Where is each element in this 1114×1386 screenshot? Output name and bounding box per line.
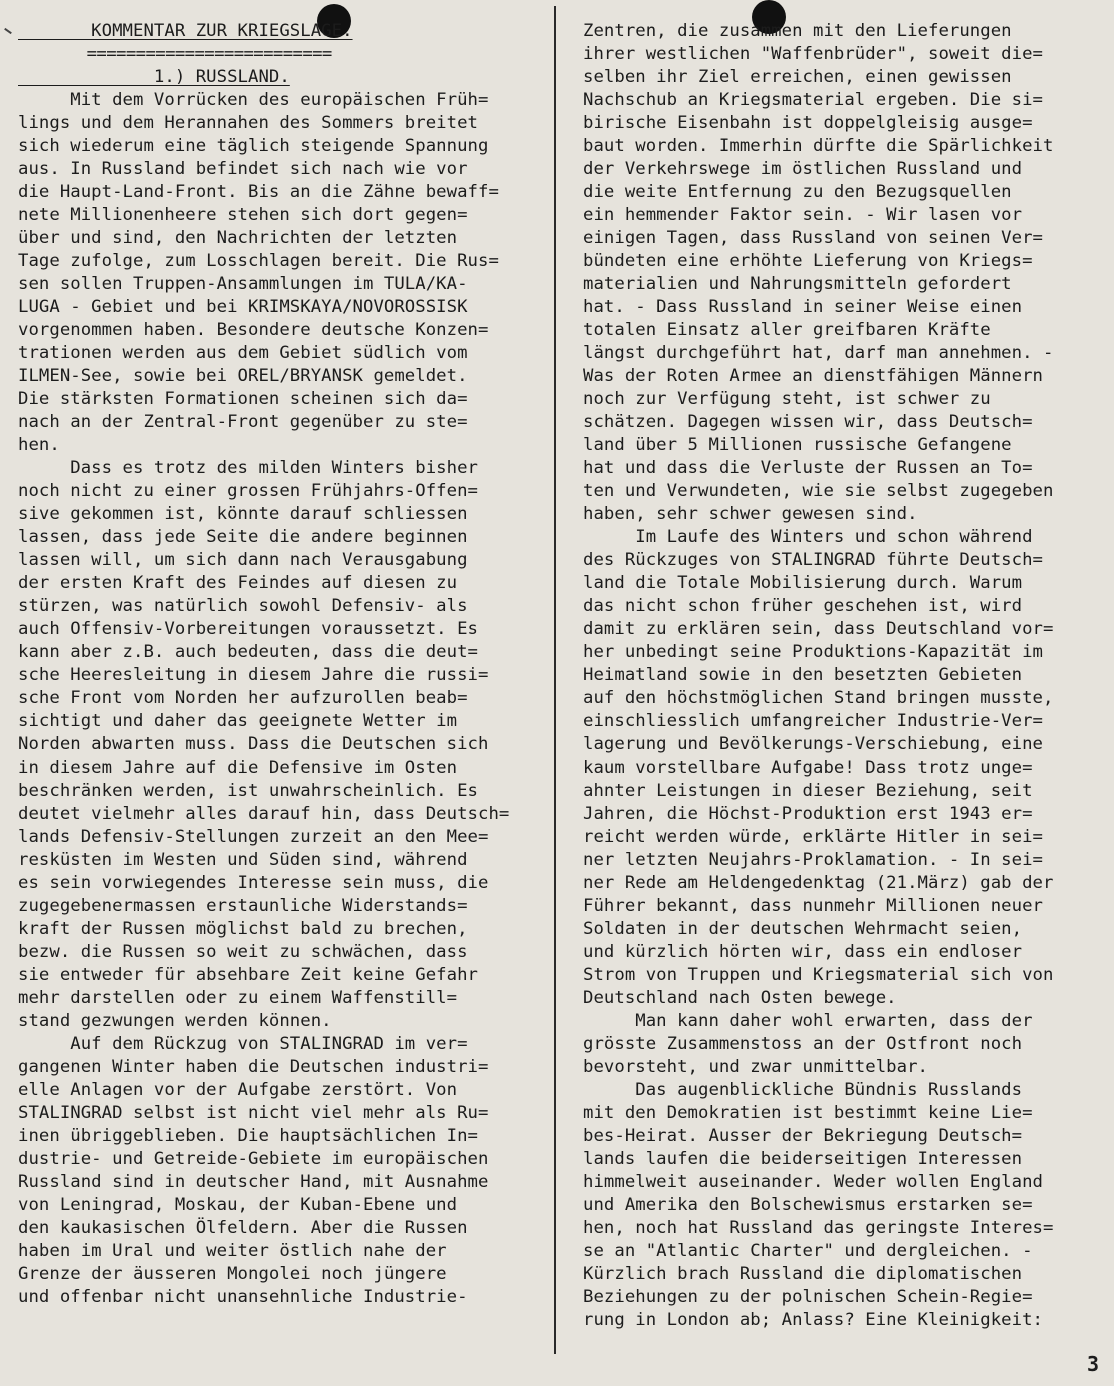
text-line: den kaukasischen Ölfeldern. Aber die Russen bbox=[18, 1217, 468, 1238]
text-line: sche Front vom Norden her aufzurollen beab= bbox=[18, 688, 468, 709]
text-line: Soldaten in der deutschen Wehrmacht seien, bbox=[583, 918, 1023, 939]
text-line: sichtigt und daher das geeignete Wetter im bbox=[18, 711, 458, 732]
text-line: selben ihr Ziel erreichen, einen gewissen bbox=[583, 67, 1012, 88]
text-line: Man kann daher wohl erwarten, dass der bbox=[583, 1010, 1033, 1031]
text-line: se an "Atlantic Charter" und dergleichen. - bbox=[583, 1240, 1033, 1261]
text-line: elle Anlagen vor der Aufgabe zerstört. Von bbox=[18, 1079, 458, 1100]
text-line: sich wiederum eine täglich steigende Spannung bbox=[18, 136, 489, 157]
text-line: beschränken werden, ist unwahrscheinlich. Es bbox=[18, 780, 478, 801]
text-line: Deutschland nach Osten bewege. bbox=[583, 987, 897, 1008]
text-line: totalen Einsatz aller greifbaren Kräfte bbox=[583, 320, 991, 341]
section-heading: 1.) RUSSLAND. bbox=[18, 67, 290, 88]
text-line: deutet vielmehr alles darauf hin, dass Deutsch= bbox=[18, 803, 510, 824]
text-line: Was der Roten Armee an dienstfähigen Männern bbox=[583, 366, 1043, 387]
text-line: auf den höchstmöglichen Stand bringen musste, bbox=[583, 688, 1054, 709]
text-line: stürzen, was natürlich sowohl Defensiv- als bbox=[18, 596, 468, 617]
text-line: mehr darstellen oder zu einem Waffenstill= bbox=[18, 987, 458, 1008]
text-line: sche Heeresleitung in diesem Jahre die russi= bbox=[18, 665, 489, 686]
text-line: STALINGRAD selbst ist nicht viel mehr als Ru= bbox=[18, 1102, 489, 1123]
text-line: resküsten im Westen und Süden sind, während bbox=[18, 849, 468, 870]
text-line: Die stärksten Formationen scheinen sich da= bbox=[18, 389, 468, 410]
text-line: vorgenommen haben. Besondere deutsche Konzen= bbox=[18, 320, 489, 341]
text-line: Norden abwarten muss. Dass die Deutschen sich bbox=[18, 734, 489, 755]
document-title: KOMMENTAR ZUR KRIEGSLAGE. bbox=[18, 21, 353, 41]
text-line: Das augenblickliche Bündnis Russlands bbox=[583, 1079, 1023, 1100]
text-line: des Rückzuges von STALINGRAD führte Deutsch= bbox=[583, 550, 1043, 571]
text-line: es sein vorwiegendes Interesse sein muss, die bbox=[18, 872, 489, 893]
text-line: noch zur Verfügung steht, ist schwer zu bbox=[583, 389, 991, 410]
text-line: schätzen. Dagegen wissen wir, dass Deutsch= bbox=[583, 412, 1033, 433]
text-line: haben im Ural und weiter östlich nahe der bbox=[18, 1240, 447, 1261]
text-line: rung in London ab; Anlass? Eine Kleinigkeit: bbox=[583, 1309, 1043, 1330]
text-line: land über 5 Millionen russische Gefangene bbox=[583, 435, 1012, 456]
text-line: sive gekommen ist, könnte darauf schliessen bbox=[18, 504, 468, 525]
text-line: trationen werden aus dem Gebiet südlich vom bbox=[18, 343, 468, 364]
text-line: die weite Entfernung zu den Bezugsquellen bbox=[583, 182, 1012, 203]
text-line: inen übriggeblieben. Die hauptsächlichen In= bbox=[18, 1125, 478, 1146]
text-line: dustrie- und Getreide-Gebiete im europäischen bbox=[18, 1148, 489, 1169]
text-line: hat. - Dass Russland in seiner Weise einen bbox=[583, 297, 1023, 318]
text-line: ten und Verwundeten, wie sie selbst zugegeben bbox=[583, 481, 1054, 502]
text-line: birische Eisenbahn ist doppelgleisig ausge= bbox=[583, 113, 1033, 134]
text-line: Im Laufe des Winters und schon während bbox=[583, 527, 1033, 548]
column-divider bbox=[554, 6, 556, 1354]
page-number: 3 bbox=[1087, 1352, 1100, 1376]
text-line: das nicht schon früher geschehen ist, wird bbox=[583, 596, 1023, 617]
text-line: lassen will, um sich dann nach Verausgabung bbox=[18, 550, 468, 571]
text-line: Auf dem Rückzug von STALINGRAD im ver= bbox=[18, 1033, 468, 1054]
text-line: Jahren, die Höchst-Produktion erst 1943 er= bbox=[583, 803, 1033, 824]
text-line: LUGA - Gebiet und bei KRIMSKAYA/NOVOROSSISK bbox=[18, 297, 468, 318]
right-column bbox=[583, 20, 1105, 1332]
text-line: sie entweder für absehbare Zeit keine Gefahr bbox=[18, 964, 478, 985]
left-column bbox=[18, 20, 546, 1309]
text-line: und kürzlich hörten wir, dass ein endloser bbox=[583, 941, 1023, 962]
text-line: kraft der Russen möglichst bald zu brechen, bbox=[18, 918, 468, 939]
title-rule: ========================= bbox=[18, 44, 332, 65]
text-line: bes-Heirat. Ausser der Bekriegung Deutsch= bbox=[583, 1125, 1023, 1146]
text-line: her unbedingt seine Produktions-Kapazität im bbox=[583, 642, 1043, 663]
text-line: sen sollen Truppen-Ansammlungen im TULA/KA- bbox=[18, 274, 468, 295]
text-line: ahnter Leistungen in dieser Beziehung, seit bbox=[583, 780, 1033, 801]
text-line: noch nicht zu einer grossen Frühjahrs-Offen= bbox=[18, 481, 478, 502]
text-line: hat und dass die Verluste der Russen an To= bbox=[583, 458, 1033, 479]
text-line: kaum vorstellbare Aufgabe! Dass trotz unge= bbox=[583, 757, 1033, 778]
text-line: grösste Zusammenstoss an der Ostfront noch bbox=[583, 1033, 1023, 1054]
text-line: hen. bbox=[18, 435, 60, 456]
text-line: nach an der Zentral-Front gegenüber zu ste= bbox=[18, 412, 468, 433]
text-line: einigen Tagen, dass Russland von seinen Ver= bbox=[583, 228, 1043, 249]
text-line: gangenen Winter haben die Deutschen industri= bbox=[18, 1056, 489, 1077]
text-line: lagerung und Bevölkerungs-Verschiebung, eine bbox=[583, 734, 1043, 755]
text-line: einschliesslich umfangreicher Industrie-Ver= bbox=[583, 711, 1043, 732]
text-line: Zentren, die zusammen mit den Lieferungen bbox=[583, 21, 1012, 41]
text-line: ner letzten Neujahrs-Proklamation. - In sei= bbox=[583, 849, 1043, 870]
text-line: auch Offensiv-Vorbereitungen voraussetzt. Es bbox=[18, 619, 478, 640]
text-line: materialien und Nahrungsmitteln gefordert bbox=[583, 274, 1012, 295]
text-line: haben, sehr schwer gewesen sind. bbox=[583, 504, 918, 525]
text-line: ihrer westlichen "Waffenbrüder", soweit die= bbox=[583, 44, 1043, 65]
text-line: mit den Demokratien ist bestimmt keine Lie= bbox=[583, 1102, 1033, 1123]
text-line: Führer bekannt, dass nunmehr Millionen neuer bbox=[583, 895, 1043, 916]
text-line: Mit dem Vorrücken des europäischen Früh= bbox=[18, 90, 489, 111]
text-line: kann aber z.B. auch bedeuten, dass die deut= bbox=[18, 642, 478, 663]
text-line: Kürzlich brach Russland die diplomatischen bbox=[583, 1263, 1023, 1284]
text-line: zugegebenermassen erstaunliche Widerstands= bbox=[18, 895, 468, 916]
text-line: Grenze der äusseren Mongolei noch jüngere bbox=[18, 1263, 447, 1284]
text-line: lands laufen die beiderseitigen Interessen bbox=[583, 1148, 1023, 1169]
text-line: hen, noch hat Russland das geringste Interes= bbox=[583, 1217, 1054, 1238]
corner-mark bbox=[4, 28, 12, 34]
text-line: bezw. die Russen so weit zu schwächen, dass bbox=[18, 941, 468, 962]
text-line: lings und dem Herannahen des Sommers breitet bbox=[18, 113, 478, 134]
text-line: bündeten eine erhöhte Lieferung von Kriegs= bbox=[583, 251, 1033, 272]
text-line: Beziehungen zu der polnischen Schein-Regie= bbox=[583, 1286, 1033, 1307]
text-line: reicht werden würde, erklärte Hitler in sei= bbox=[583, 826, 1043, 847]
text-line: über und sind, den Nachrichten der letzten bbox=[18, 228, 458, 249]
text-line: Strom von Truppen und Kriegsmaterial sich von bbox=[583, 964, 1054, 985]
text-line: ner Rede am Heldengedenktag (21.März) gab der bbox=[583, 872, 1054, 893]
text-line: stand gezwungen werden können. bbox=[18, 1010, 332, 1031]
text-line: Nachschub an Kriegsmaterial ergeben. Die si= bbox=[583, 90, 1043, 111]
text-line: lassen, dass jede Seite die andere beginnen bbox=[18, 527, 468, 548]
text-line: aus. In Russland befindet sich nach wie vor bbox=[18, 159, 468, 180]
text-line: von Leningrad, Moskau, der Kuban-Ebene und bbox=[18, 1194, 458, 1215]
text-line: land die Totale Mobilisierung durch. Warum bbox=[583, 573, 1023, 594]
text-line: ILMEN-See, sowie bei OREL/BRYANSK gemeldet. bbox=[18, 366, 468, 387]
text-line: bevorsteht, und zwar unmittelbar. bbox=[583, 1056, 928, 1077]
text-line: damit zu erklären sein, dass Deutschland vor= bbox=[583, 619, 1054, 640]
text-line: in diesem Jahre auf die Defensive im Osten bbox=[18, 757, 458, 778]
text-line: Russland sind in deutscher Hand, mit Ausnahme bbox=[18, 1171, 489, 1192]
text-line: nete Millionenheere stehen sich dort gegen= bbox=[18, 205, 468, 226]
text-line: Tage zufolge, zum Losschlagen bereit. Die Rus= bbox=[18, 251, 499, 272]
text-line: lands Defensiv-Stellungen zurzeit an den Mee= bbox=[18, 826, 489, 847]
text-line: ein hemmender Faktor sein. - Wir lasen vor bbox=[583, 205, 1023, 226]
text-line: die Haupt-Land-Front. Bis an die Zähne bewaff= bbox=[18, 182, 499, 203]
text-line: baut worden. Immerhin dürfte die Spärlichkeit bbox=[583, 136, 1054, 157]
text-line: längst durchgeführt hat, darf man annehmen. - bbox=[583, 343, 1054, 364]
text-line: Dass es trotz des milden Winters bisher bbox=[18, 458, 478, 479]
text-line: der ersten Kraft des Feindes auf diesen zu bbox=[18, 573, 458, 594]
text-line: himmelweit auseinander. Weder wollen England bbox=[583, 1171, 1043, 1192]
text-line: und Amerika den Bolschewismus erstarken se= bbox=[583, 1194, 1033, 1215]
text-line: der Verkehrswege im östlichen Russland und bbox=[583, 159, 1023, 180]
text-line: und offenbar nicht unansehnliche Industrie- bbox=[18, 1286, 468, 1307]
text-line: Heimatland sowie in den besetzten Gebieten bbox=[583, 665, 1023, 686]
